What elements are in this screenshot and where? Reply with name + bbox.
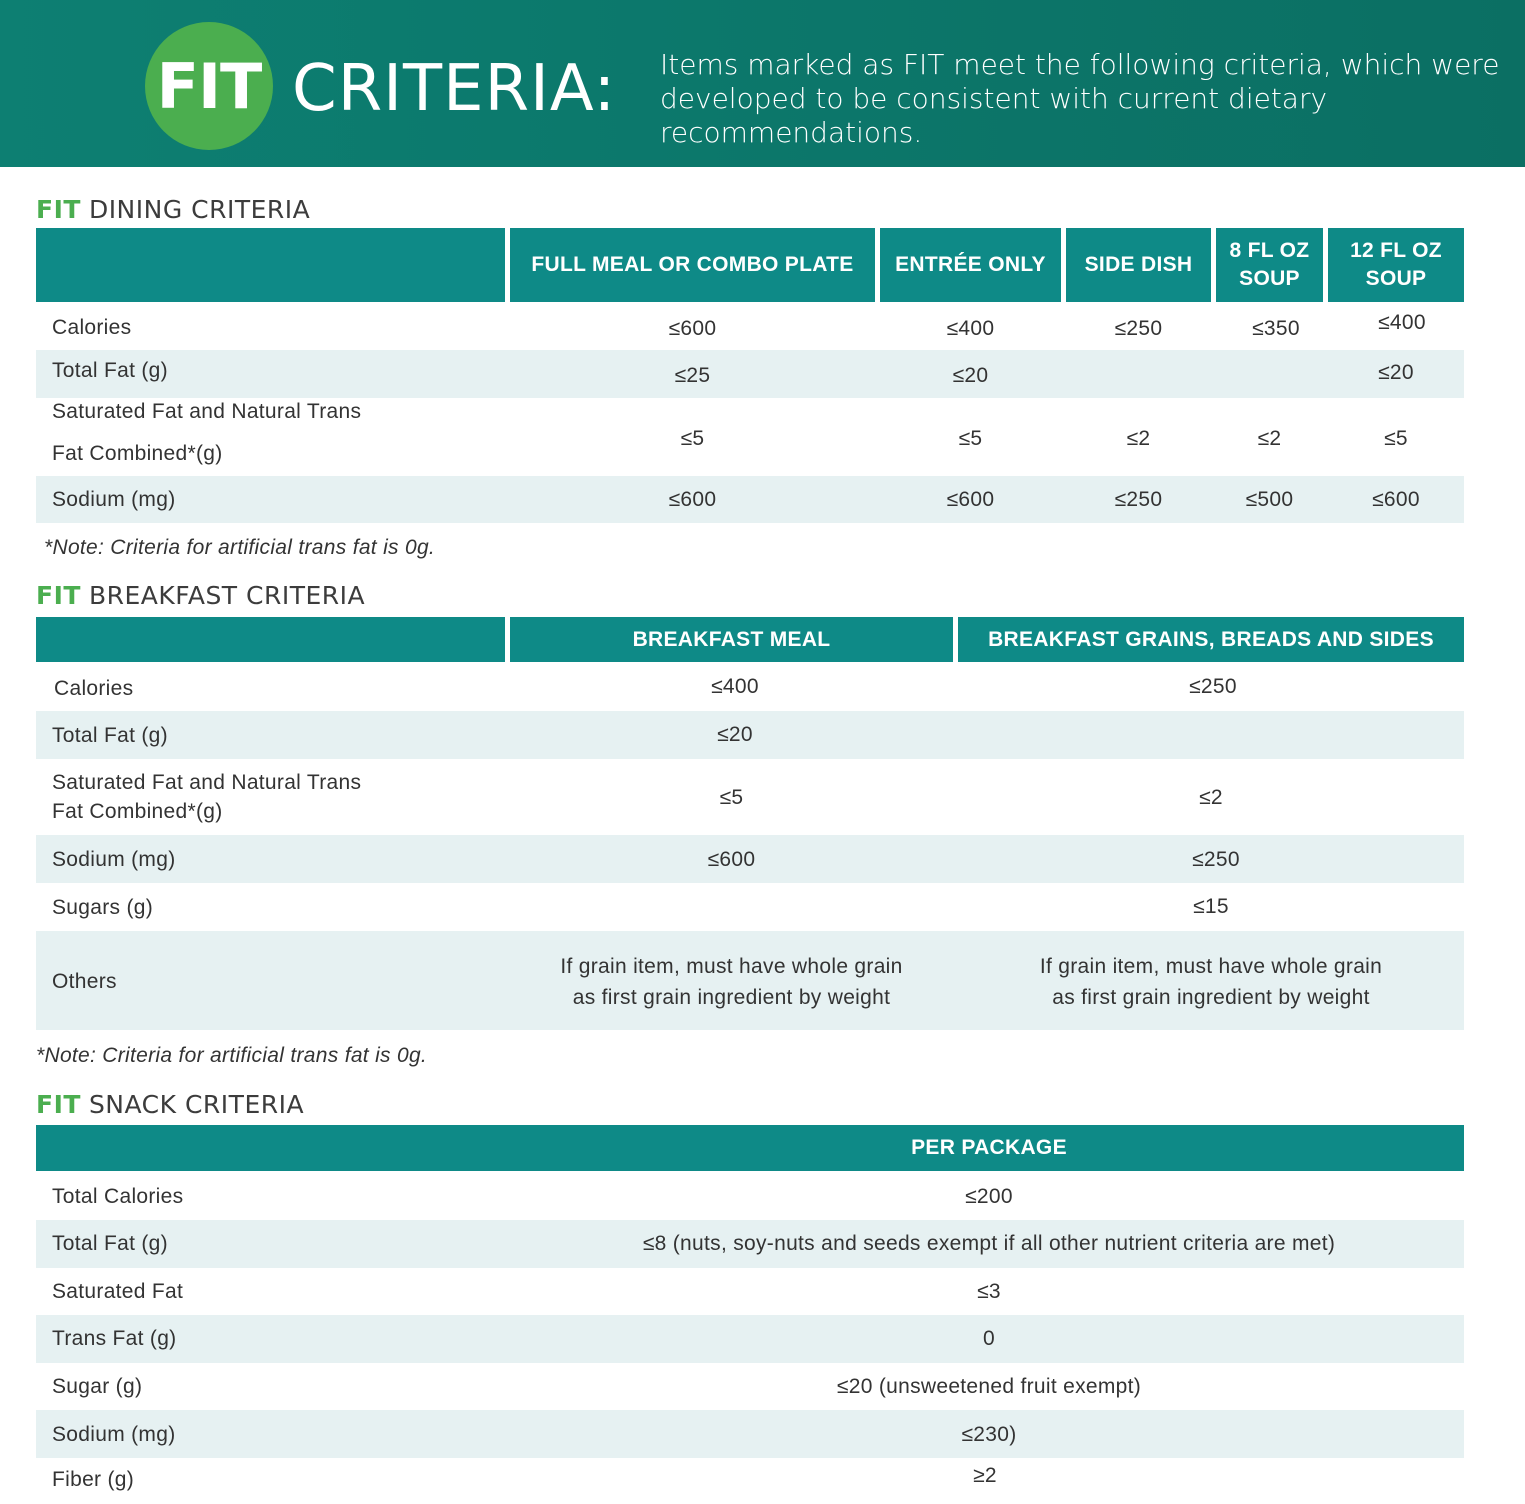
- table-cell: [958, 711, 1468, 759]
- table-cell: ≤400: [711, 675, 759, 698]
- table-cell: 0: [983, 1327, 995, 1350]
- table-cell: ≤400: [946, 317, 995, 340]
- table-cell-line2: as first grain ingredient by weight: [1052, 986, 1370, 1009]
- table-cell-line2: as first grain ingredient by weight: [572, 986, 891, 1009]
- table-cell: ≤500: [1245, 488, 1294, 511]
- table-cell: ≤230): [961, 1423, 1017, 1446]
- table-cell: ≤600: [707, 848, 756, 871]
- breakfast-title-fit: FIT: [36, 581, 81, 610]
- breakfast-header-meal: BREAKFAST MEAL: [510, 617, 953, 662]
- snack-header-per-package: PER PACKAGE: [911, 1136, 1067, 1159]
- table-cell: ≤600: [946, 488, 995, 511]
- table-cell: ≤5: [680, 427, 705, 450]
- breakfast-note: *Note: Criteria for artificial trans fat is 0g.: [36, 1044, 428, 1067]
- row-label: Total Fat (g): [52, 1232, 168, 1255]
- table-cell: ≤2: [1199, 786, 1223, 809]
- table-cell: ≤600: [668, 488, 717, 511]
- fit-badge: [145, 22, 273, 150]
- row-label: Total Calories: [52, 1185, 184, 1208]
- fit-badge-label: FIT: [156, 49, 262, 123]
- row-label: Sugars (g): [52, 896, 154, 919]
- table-cell: ≤250: [1114, 317, 1163, 340]
- dining-header-12oz-soup: 12 FL OZ SOUP: [1328, 228, 1464, 302]
- breakfast-title-text: BREAKFAST CRITERIA: [88, 581, 366, 610]
- row-label: Calories: [54, 677, 134, 700]
- row-label: Total Fat (g): [52, 359, 168, 382]
- table-cell: ≤3: [977, 1280, 1001, 1303]
- table-cell: ≤15: [1193, 895, 1229, 918]
- breakfast-header-blank: [36, 617, 505, 662]
- table-cell: ≤5: [958, 427, 983, 450]
- table-cell: ≤5: [719, 786, 744, 809]
- table-cell: ≤400: [1378, 311, 1426, 334]
- row-label: Total Fat (g): [52, 724, 168, 747]
- table-cell: [510, 883, 953, 931]
- table-cell: ≤20: [717, 723, 753, 746]
- dining-header-blank: [36, 228, 505, 302]
- dining-title-fit: FIT: [36, 195, 81, 224]
- row-label-line2: Fat Combined*(g): [52, 442, 223, 465]
- row-label: Saturated Fat: [52, 1280, 184, 1303]
- row-label: Calories: [52, 315, 132, 339]
- row-label-line2: Fat Combined*(g): [52, 800, 223, 823]
- table-cell: ≤5: [1384, 427, 1408, 450]
- table-cell-line1: If grain item, must have whole grain: [1039, 955, 1383, 978]
- dining-header-full-meal: FULL MEAL OR COMBO PLATE: [510, 228, 875, 302]
- dining-header-8oz-soup: 8 FL OZ SOUP: [1216, 228, 1323, 302]
- table-cell: ≤20: [1378, 361, 1414, 384]
- row-label: Sodium (mg): [52, 848, 176, 871]
- dining-title-text: DINING CRITERIA: [88, 195, 311, 224]
- row-label: Others: [52, 970, 117, 993]
- table-cell: ≤8 (nuts, soy-nuts and seeds exempt if all other nutrient criteria are met): [642, 1232, 1336, 1255]
- dining-note: *Note: Criteria for artificial trans fat is 0g.: [44, 536, 436, 559]
- dining-header-side-dish: SIDE DISH: [1066, 228, 1211, 302]
- table-cell: ≤2: [1126, 427, 1151, 450]
- row-label: Trans Fat (g): [52, 1327, 177, 1350]
- table-cell: [1066, 352, 1211, 400]
- row-label-line1: Saturated Fat and Natural Trans: [52, 771, 362, 794]
- banner-description: [660, 48, 1520, 150]
- table-cell: ≤250: [1192, 848, 1240, 871]
- snack-title-fit: FIT: [36, 1090, 81, 1119]
- table-cell: ≤350: [1252, 317, 1300, 340]
- table-cell: ≤200: [965, 1185, 1013, 1208]
- row-label-line1: Saturated Fat and Natural Trans: [52, 400, 362, 423]
- table-cell-line1: If grain item, must have whole grain: [560, 955, 903, 978]
- table-cell: ≤600: [668, 317, 717, 340]
- banner-title: CRITERIA:: [292, 52, 617, 126]
- table-cell: ≤20 (unsweetened fruit exempt): [836, 1375, 1142, 1398]
- breakfast-header-grains: BREAKFAST GRAINS, BREADS AND SIDES: [958, 617, 1464, 662]
- dining-section-title: [36, 195, 310, 224]
- table-cell: ≤20: [952, 364, 989, 387]
- snack-section-title: [36, 1090, 304, 1119]
- breakfast-section-title: [36, 581, 365, 610]
- header-banner: [0, 0, 1525, 167]
- table-cell: ≤250: [1114, 488, 1163, 511]
- snack-title-text: SNACK CRITERIA: [88, 1090, 305, 1119]
- table-cell: ≤600: [1372, 488, 1420, 511]
- table-cell: ≥2: [973, 1464, 997, 1487]
- banner-description-line2: developed to be consistent with current dietary recommendations.: [660, 82, 1328, 149]
- row-label: Sodium (mg): [52, 488, 176, 511]
- table-cell: [1216, 352, 1323, 400]
- row-label: Sugar (g): [52, 1375, 143, 1398]
- table-cell: ≤2: [1257, 427, 1282, 450]
- table-cell: ≤250: [1189, 675, 1237, 698]
- row-label: Fiber (g): [52, 1468, 135, 1491]
- dining-header-entree: ENTRÉE ONLY: [880, 228, 1061, 302]
- banner-description-line1: Items marked as FIT meet the following criteria, which were: [660, 48, 1500, 81]
- table-cell: ≤25: [674, 364, 711, 387]
- row-label: Sodium (mg): [52, 1423, 176, 1446]
